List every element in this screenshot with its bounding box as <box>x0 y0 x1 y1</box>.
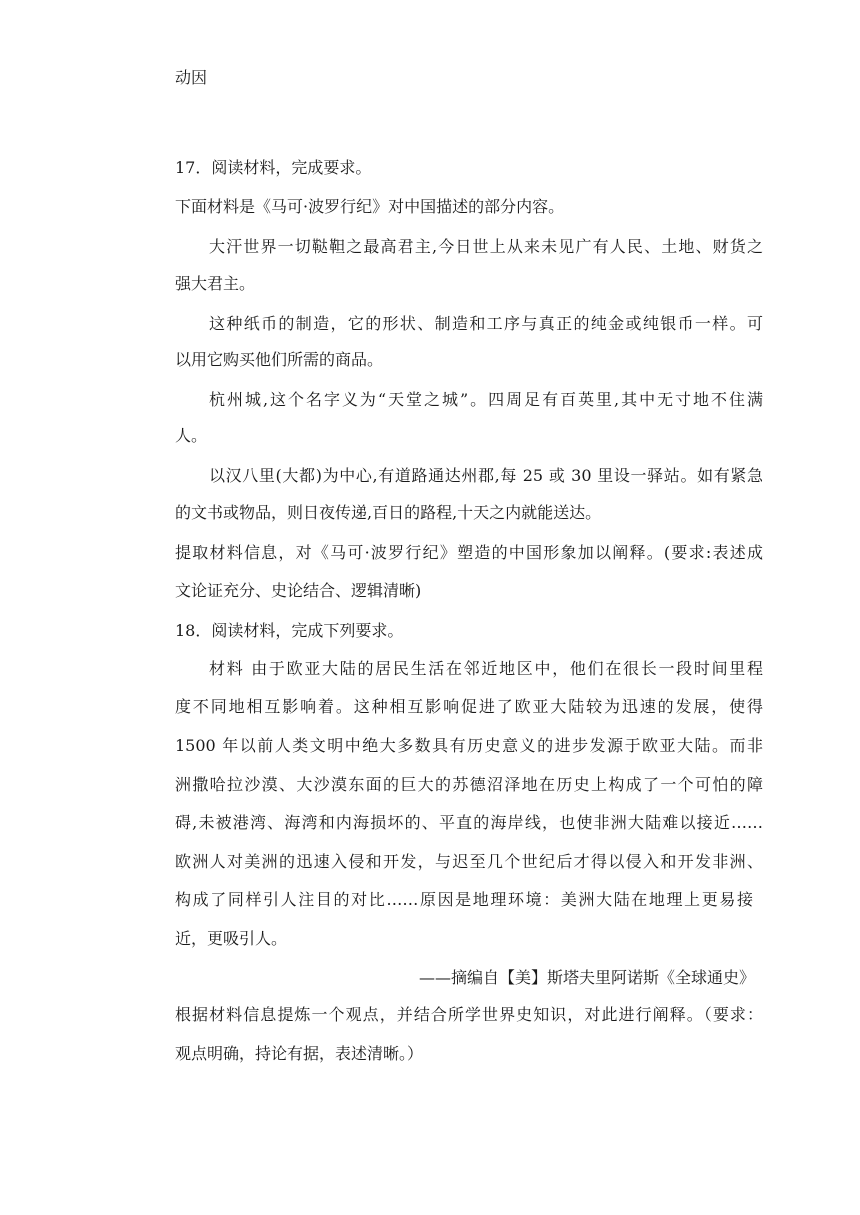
q18-material-line-1: 材料 由于欧亚大陆的居民生活在邻近地区中，他们在很长一段时间里程 <box>209 659 763 678</box>
q17-passage-4-line-1: 以汉八里(大都)为中心,有道路通达州郡,每 25 或 30 里设一驿站。如有紧急 <box>209 466 763 485</box>
q17-passage-3-line-1: 杭州城,这个名字义为“天堂之城”。四周足有百英里,其中无寸地不住满 <box>209 390 763 409</box>
q18-material-line-3: 1500 年以前人类文明中绝大多数具有历史意义的进步发源于欧亚大陆。而非 <box>175 736 763 755</box>
q17-passage-1-line-2: 强大君主。 <box>175 274 256 293</box>
q17-task-line-1: 提取材料信息，对《马可·波罗行纪》塑造的中国形象加以阐释。(要求:表述成 <box>175 543 763 562</box>
q18-material-line-6: 欧洲人对美洲的迅速入侵和开发，与迟至几个世纪后才得以侵入和开发非洲、 <box>175 852 763 871</box>
q18-material-line-7: 构成了同样引人注目的对比……原因是地理环境：美洲大陆在地理上更易接 <box>175 890 753 909</box>
q18-material-line-2: 度不同地相互影响着。这种相互影响促进了欧亚大陆较为迅速的发展，使得 <box>175 697 763 716</box>
q18-heading: 18．阅读材料，完成下列要求。 <box>175 621 404 640</box>
q17-passage-1-line-1: 大汗世界一切鞑靼之最高君主,今日世上从来未见广有人民、土地、财货之 <box>209 237 763 256</box>
q17-task-line-2: 文论证充分、史论结合、逻辑清晰) <box>175 581 422 600</box>
q17-intro: 下面材料是《马可·波罗行纪》对中国描述的部分内容。 <box>175 197 565 216</box>
q18-task-line-2: 观点明确，持论有据，表述清晰。） <box>175 1044 424 1063</box>
q17-passage-2-line-1: 这种纸币的制造，它的形状、制造和工序与真正的纯金或纯银币一样。可 <box>209 314 763 333</box>
q17-passage-3-line-2: 人。 <box>175 426 208 445</box>
q17-heading: 17．阅读材料，完成要求。 <box>175 158 372 177</box>
q18-material-line-4: 洲撒哈拉沙漠、大沙漠东面的巨大的苏德沼泽地在历史上构成了一个可怕的障 <box>175 775 763 794</box>
q17-passage-2-line-2: 以用它购买他们所需的商品。 <box>175 350 384 369</box>
fragment-text: 动因 <box>175 68 208 87</box>
q18-task-line-1: 根据材料信息提炼一个观点，并结合所学世界史知识，对此进行阐释。（要求： <box>175 1005 763 1024</box>
q17-passage-4-line-2: 的文书或物品，则日夜传递,百日的路程,十天之内就能送达。 <box>175 503 602 522</box>
q18-material-line-8: 近，更吸引人。 <box>175 929 288 948</box>
q18-source-citation: ——摘编自【美】斯塔夫里阿诺斯《全球通史》 <box>418 968 755 987</box>
q18-material-line-5: 碍,未被港湾、海湾和内海损坏的、平直的海岸线，也使非洲大陆难以接近…… <box>175 813 763 832</box>
